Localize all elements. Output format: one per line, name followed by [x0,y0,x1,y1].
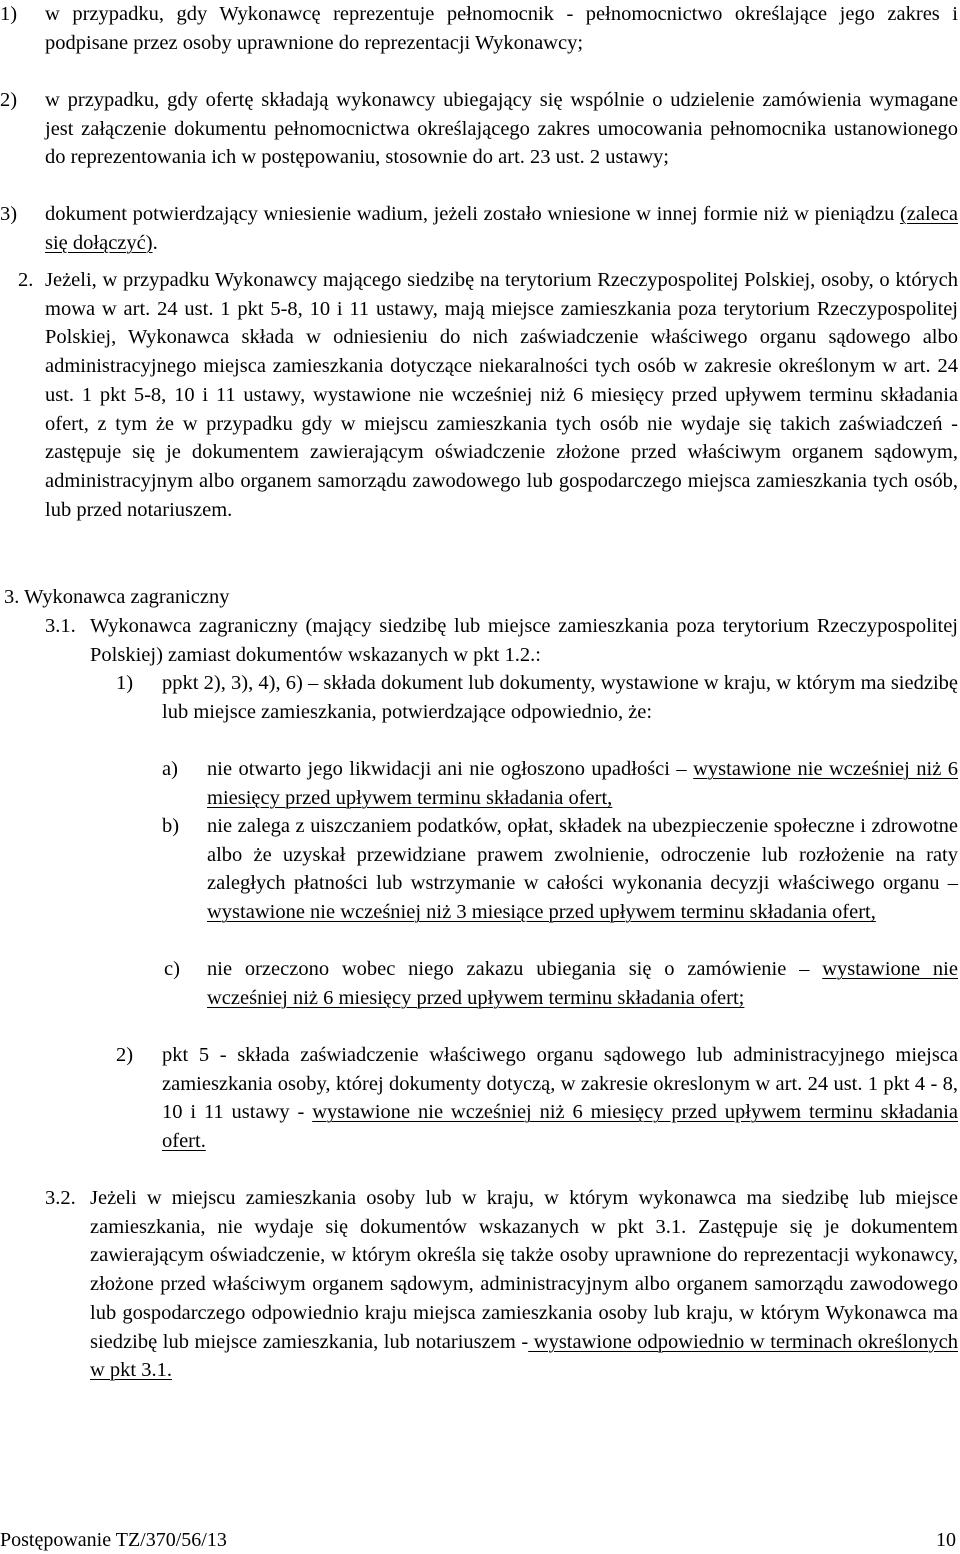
subitem-a-text [207,755,958,812]
subitem-c-text [207,955,958,1012]
item-3-period: . [152,231,158,254]
section-3-heading: 3. Wykonawca zagraniczny [4,586,230,608]
s31-item-2-deadline: wystawione nie wcześniej niż 6 miesięcy przed upływem terminu składania ofert. [162,1101,958,1153]
item-2-text: w przypadku, gdy ofertę składają wykonawcy ubiegający się wspólnie o udzielenie zamówienia wymagane jest załączenie dokumentu pełnomocnictwa określającego zakres umocowania pełnomocnika ustanowionego do reprezentowania ich w postępowaniu, stosownie do art. 23 ust. 2 ustawy; [45,89,958,169]
item-3-note: (zaleca się dołączyć) [45,203,958,254]
footer-procedure-id: Postępowanie TZ/370/56/13 [0,1529,227,1551]
item-1-marker: 1) [0,3,18,25]
subitem-c-marker: c) [164,958,180,980]
section-3-2-number: 3.2. [45,1187,76,1209]
s31-item-2-body: pkt 5 - składa zaświadczenie właściwego organu sądowego lub administracyjnego miejsca zamieszkania osoby, której dokumenty dotyczą, w zakresie okreslonym w art. 24 ust. 1 pkt 4 - 8, 10 i 11 ustawy - [162,1044,958,1124]
s31-item-1-text: ppkt 2), 3), 4), 6) – składa dokument lub dokumenty, wystawione w kraju, w którym ma siedzibę lub miejsce zamieszkania, potwierdzające odpowiednio, że: [162,672,958,723]
subitem-b-text [207,812,958,927]
section-3-1-number: 3.1. [45,615,76,637]
s31-item-2-text [162,1041,958,1156]
item-2-marker: 2) [0,89,18,111]
item-3-marker: 3) [0,203,18,225]
section-3-2-deadline: wystawione odpowiednio w terminach określonych w pkt 3.1. [90,1330,959,1382]
subitem-a-deadline: wystawione nie wcześniej niż 6 miesięcy przed upływem terminu składania ofert, [207,758,958,809]
item-3-text-main: dokument potwierdzający wniesienie wadium, jeżeli zostało wniesione w innej formie niż w pieniądzu [45,203,900,225]
section-2-number: 2. [18,269,34,291]
subitem-b-deadline: wystawione nie wcześniej niż 3 miesiące przed upływem terminu składania ofert, [207,901,876,924]
section-3-1-text: Wykonawca zagraniczny (mający siedzibę lub miejsce zamieszkania poza terytorium Rzeczypospolitej Polskiej) zamiast dokumentów wskazanych w pkt 1.2.: [90,615,958,666]
section-3-2-text [90,1184,958,1385]
section-3-2-body: Jeżeli w miejscu zamieszkania osoby lub w kraju, w którym wykonawca ma siedzibę lub miejsce zamieszkania, nie wydaje się dokumentów wskazanych w pkt 3.1. Zastępuje się je dokumentem zawierającym oświadczenie, w którym określa się także osoby uprawnione do reprezentacji wykonawcy, złożone przed właściwym organem sądowym, administracyjnym albo organem samorządu zawodowego lub gospodarczego odpowiednio kraju miejsca zamieszkania osoby lub kraju, w którym Wykonawca ma siedzibę lub miejsce zamieszkania, lub notariuszem - [90,1187,958,1353]
page-number: 10 [936,1529,956,1551]
subitem-a-marker: a) [162,758,178,780]
section-2-body: Jeżeli, w przypadku Wykonawcy mającego siedzibę na terytorium Rzeczypospolitej Polskiej, osoby, o których mowa w art. 24 ust. 1 pkt 5-8, 10 i 11 ustawy, mają miejsce zamieszkania poza terytorium Rzeczypospolitej Polskiej, Wykonawca składa w odniesieniu do nich zaświadczenie właściwego organu sądowego albo administracyjnego miejsca zamieszkania dotyczące niekaralności tych osób w zakresie określonym w art. 24 ust. 1 pkt 5-8, 10 i 11 ustawy, wystawione nie wcześniej niż 6 miesięcy przed upływem terminu składania ofert, z tym że w przypadku gdy w miejscu zamieszkania tych osób nie wydaje się takich zaświadczeń - zastępuje się je dokumentem zawierającym oświadczenie złożone przed właściwym organem sądowym, administracyjnym albo organem samorządu zawodowego lub gospodarczego miejsca zamieszkania tych osób, lub przed notariuszem. [45,269,958,521]
section-2-text [45,266,958,524]
subitem-a-body: nie otwarto jego likwidacji ani nie ogłoszono upadłości – [207,758,694,780]
subitem-b-body: nie zalega z uiszczaniem podatków, opłat, składek na ubezpieczenie społeczne i zdrowotne albo że uzyskał przewidziane prawem zwolnienie, odroczenie lub rozłożenie na raty zaległych płatności lub wstrzymanie w całości wykonania decyzji właściwego organu – [207,815,958,895]
subitem-c-body: nie orzeczono wobec niego zakazu ubiegania się o zamówienie – [207,958,823,980]
item-1-text: w przypadku, gdy Wykonawcę reprezentuje pełnomocnik - pełnomocnictwo określające jego zakres i podpisane przez osoby uprawnione do reprezentacji Wykonawcy; [45,3,958,54]
subitem-c-deadline: wystawione nie wcześniej niż 6 miesięcy przed upływem terminu składania ofert; [207,958,958,1009]
s31-item-1-marker: 1) [116,672,134,694]
subitem-b-marker: b) [162,815,180,837]
s31-item-2-marker: 2) [116,1044,134,1066]
item-3-text [45,200,958,257]
